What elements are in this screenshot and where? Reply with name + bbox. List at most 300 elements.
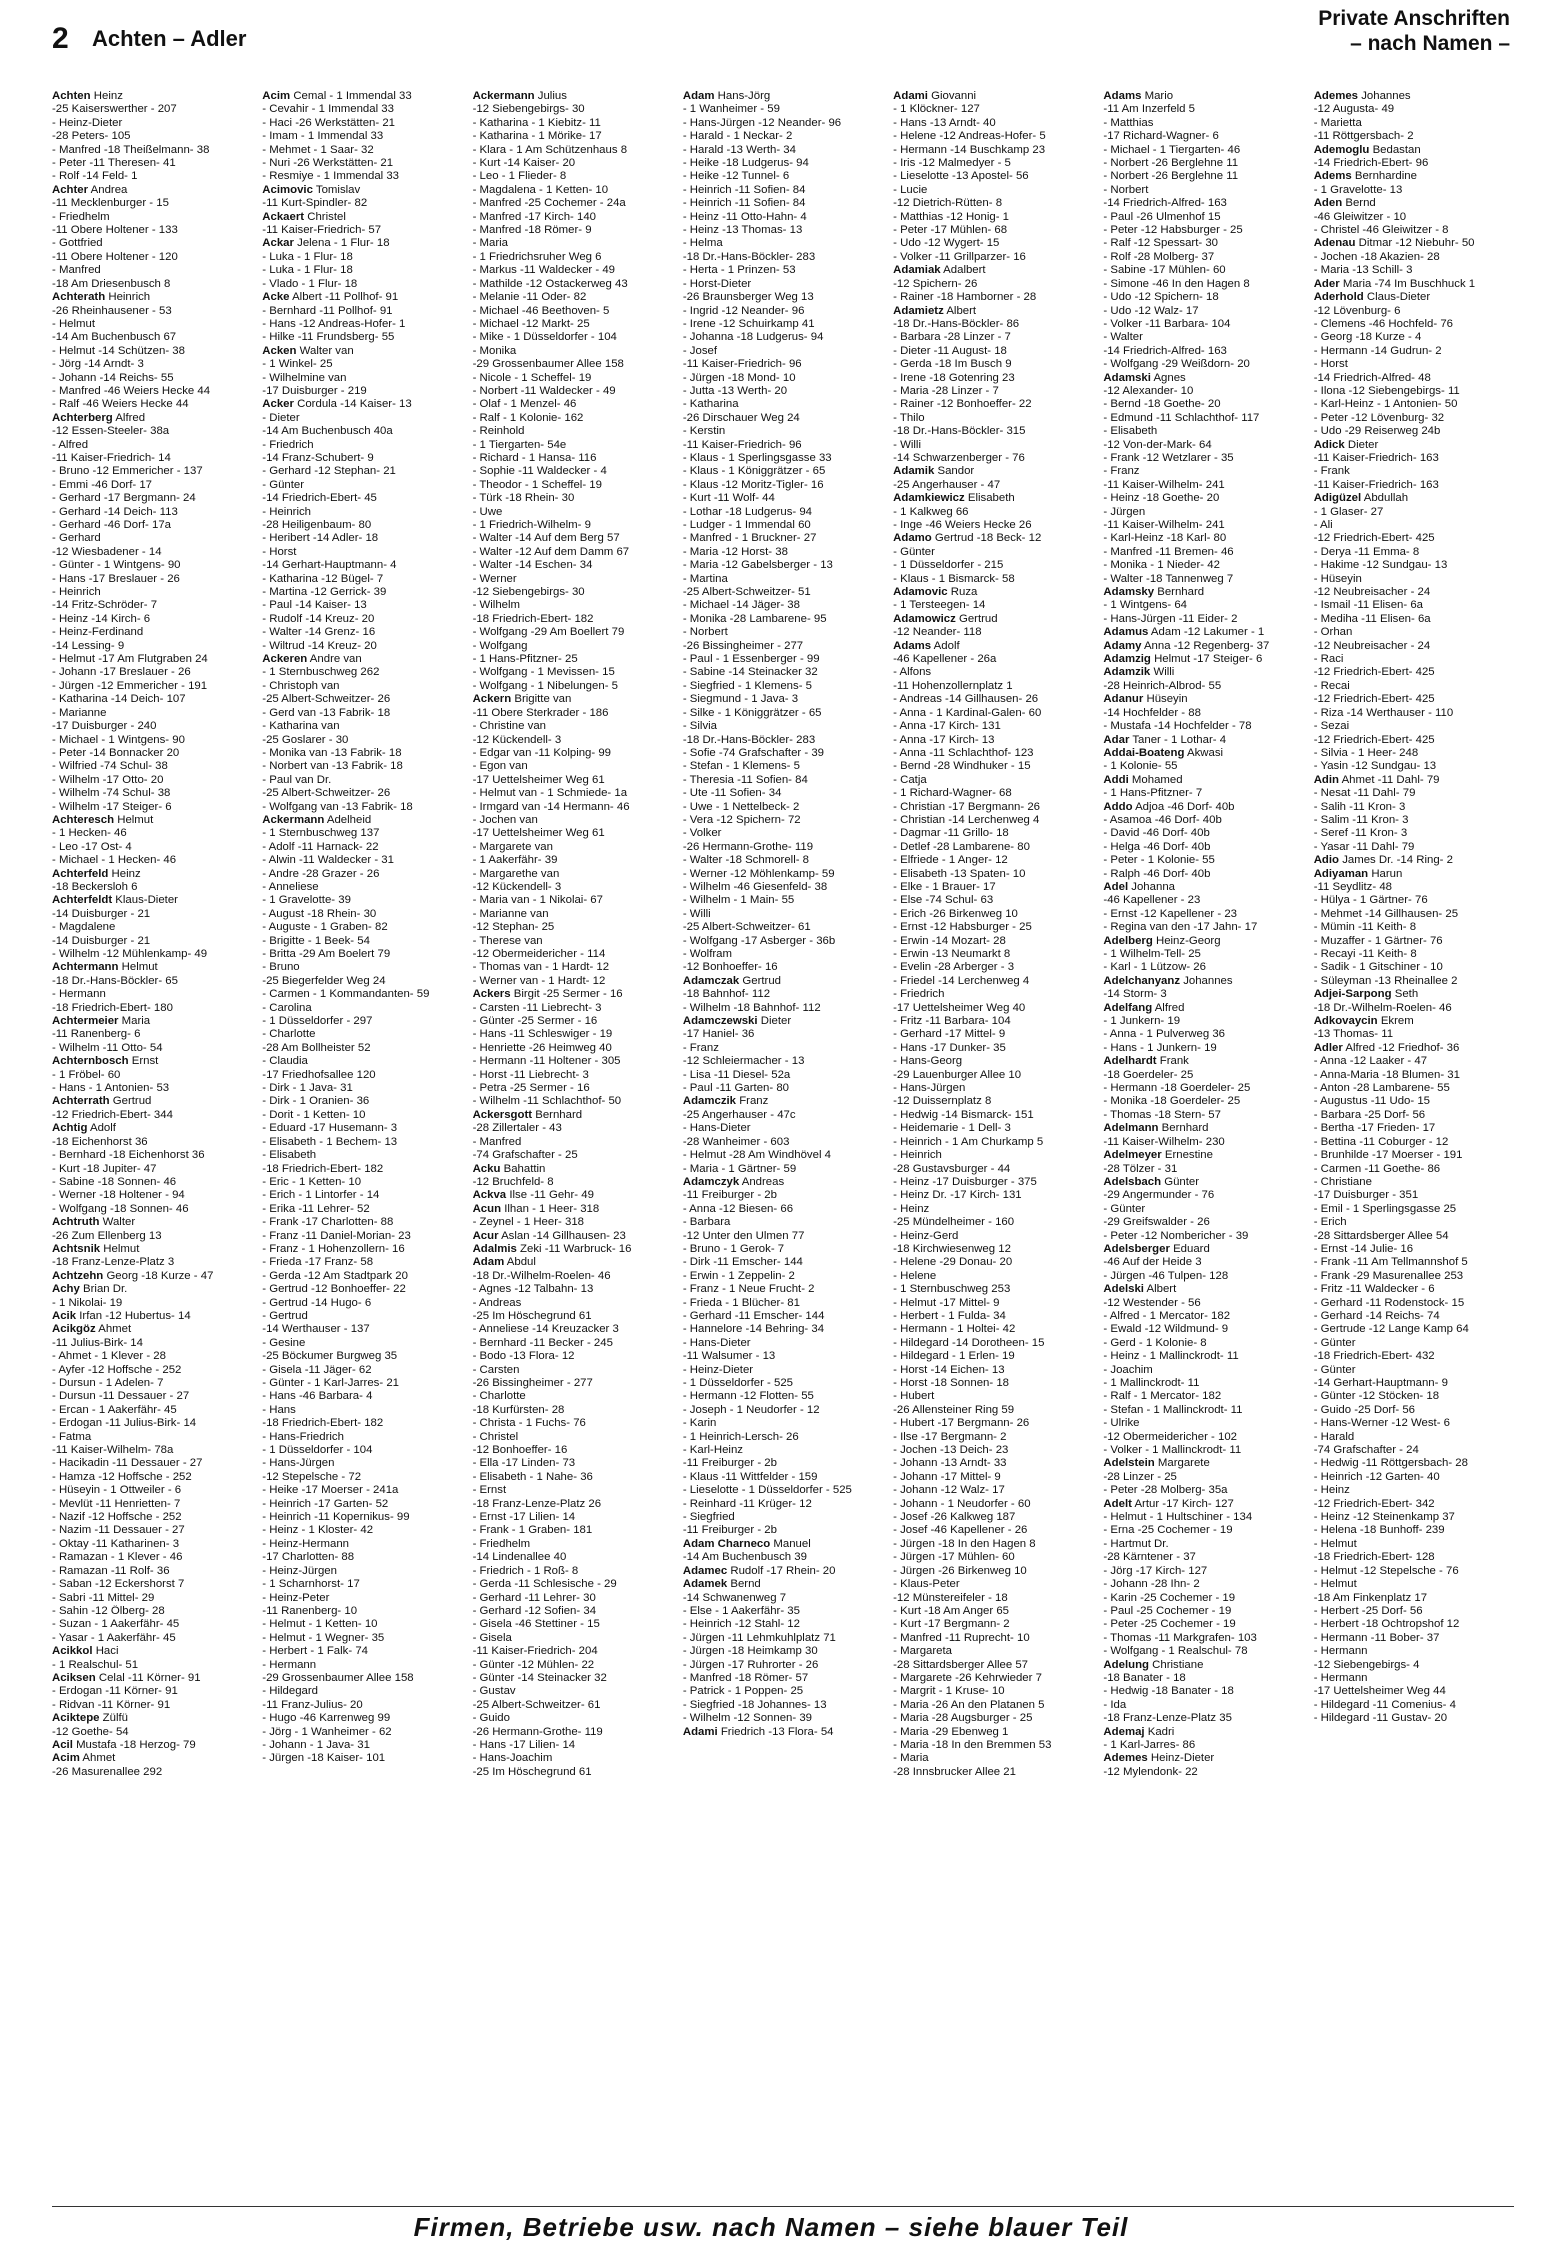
- entry-line: -18 Bahnhof- 112: [682, 988, 771, 1001]
- directory-entry: [893, 197, 1093, 210]
- entry-surname: Acil: [52, 1738, 73, 1751]
- entry-line: - Dirk - 1 Java- 31: [262, 1082, 353, 1095]
- entry-surname: Adelchanyanz: [1103, 974, 1181, 987]
- directory-entry: [52, 1766, 252, 1779]
- entry-line: -74 Grafschafter - 24: [1313, 1444, 1419, 1457]
- directory-entry: [893, 184, 1093, 197]
- directory-entry: [1103, 1511, 1303, 1524]
- entry-surname: Achternbosch: [52, 1055, 129, 1068]
- entry-line: - Frank -11 Am Tellmannshof 5: [1313, 1256, 1468, 1269]
- directory-entry: [1103, 117, 1303, 130]
- entry-line: - Hakime -12 Sundgau- 13: [1313, 559, 1448, 572]
- entry-line: - Jürgen -18 Kaiser- 101: [262, 1752, 386, 1765]
- entry-line: - Margarete van: [472, 840, 553, 853]
- directory-entry: [893, 1498, 1093, 1511]
- directory-entry: [1103, 170, 1303, 183]
- directory-entry: [893, 734, 1093, 747]
- entry-line: - Horst -18 Sonnen- 18: [893, 1377, 1010, 1389]
- directory-entry: [683, 412, 883, 425]
- directory-entry: [473, 465, 673, 478]
- entry-line: - Sophie -11 Waldecker - 4: [472, 465, 607, 478]
- directory-entry: [1103, 1176, 1303, 1189]
- directory-entry: [473, 1364, 673, 1377]
- entry-line: -14 Am Buchenbusch 40a: [262, 425, 393, 438]
- entry-line: - Bertha -17 Frieden- 17: [1313, 1122, 1436, 1135]
- entry-surname: Ackern: [472, 693, 512, 706]
- entry-surname: Ackers: [472, 988, 511, 1001]
- entry-line: - Imam - 1 Immendal 33: [262, 130, 384, 143]
- entry-line: - 1 Sternbuschweg 137: [262, 827, 380, 840]
- entry-line: - Maria -29 Ebenweg 1: [893, 1725, 1009, 1738]
- directory-entry: [1103, 1230, 1303, 1243]
- entry-line: -11 Obere Sterkrader - 186: [472, 706, 609, 719]
- entry-line: - Mediha -11 Elisen- 6a: [1313, 612, 1431, 625]
- entry-line: - Fatma: [52, 1430, 92, 1443]
- entry-line: - Siegmund - 1 Java- 3: [682, 693, 799, 706]
- directory-entry: [1314, 774, 1514, 787]
- directory-entry: [1103, 921, 1303, 934]
- directory-entry: [893, 90, 1093, 103]
- directory-entry: [262, 1082, 462, 1095]
- entry-line: - Josef: [682, 344, 718, 357]
- entry-line: - Gerda -18 Im Busch 9: [893, 358, 1012, 371]
- entry-line: -12 Stepelsche - 72: [262, 1470, 362, 1483]
- entry-surname: Achten: [52, 90, 91, 102]
- entry-line: - Helmut -17 Mittel- 9: [893, 1296, 1000, 1309]
- directory-entry: [52, 1042, 252, 1055]
- entry-surname: Aden: [1313, 197, 1343, 210]
- directory-entry: [683, 224, 883, 237]
- entry-line: - Günter -25 Sermer - 16: [472, 1015, 598, 1028]
- page-number: 2: [52, 22, 69, 55]
- entry-surname: Adami: [893, 90, 928, 102]
- entry-details: Julius: [537, 90, 567, 102]
- entry-line: - Gertrud -12 Bonhoeffer- 22: [262, 1283, 406, 1296]
- directory-entry: [683, 1095, 883, 1108]
- directory-entry: [473, 1323, 673, 1336]
- entry-line: - Jürgen -26 Birkenweg 10: [893, 1564, 1027, 1577]
- directory-entry: [262, 1364, 462, 1377]
- directory-entry: [52, 412, 252, 425]
- entry-line: - Lieselotte - 1 Düsseldorfer - 525: [682, 1484, 852, 1497]
- directory-entry: [683, 640, 883, 653]
- directory-entry: [1314, 787, 1514, 800]
- directory-entry: [893, 170, 1093, 183]
- directory-entry: [1103, 224, 1303, 237]
- entry-line: - Nazif -12 Hoffsche - 252: [52, 1511, 182, 1524]
- entry-surname: Achterfeldt: [52, 894, 113, 907]
- directory-entry: [262, 1323, 462, 1336]
- directory-entry: [473, 1136, 673, 1149]
- directory-entry: [683, 1015, 883, 1028]
- entry-line: - Ernst -14 Julie- 16: [1313, 1242, 1414, 1255]
- directory-entry: [52, 1471, 252, 1484]
- directory-entry: [683, 1042, 883, 1055]
- entry-line: - Luka - 1 Flur- 18: [262, 264, 353, 277]
- entry-line: - Martina: [682, 572, 728, 585]
- directory-entry: [52, 103, 252, 116]
- directory-column-6: [1103, 90, 1303, 2200]
- entry-line: -14 Duisburger - 21: [52, 934, 151, 947]
- directory-entry: [262, 439, 462, 452]
- directory-entry: [52, 1592, 252, 1605]
- entry-line: - Charlotte: [262, 1028, 316, 1041]
- directory-entry: [262, 211, 462, 224]
- entry-details: James Dr. -14 Ring- 2: [1342, 854, 1453, 867]
- entry-surname: Adamzik: [1103, 666, 1151, 679]
- directory-entry: [1314, 372, 1514, 385]
- directory-entry: [473, 130, 673, 143]
- directory-entry: [473, 211, 673, 224]
- directory-entry: [893, 130, 1093, 143]
- entry-line: - Friedel -14 Lerchenweg 4: [893, 974, 1030, 987]
- directory-entry: [262, 1752, 462, 1765]
- entry-line: - Horst: [1313, 358, 1348, 371]
- directory-entry: [893, 372, 1093, 385]
- entry-line: -12 Siebengebirgs- 30: [472, 586, 585, 599]
- entry-line: - Johann - 1 Java- 31: [262, 1738, 370, 1751]
- directory-entry: [1314, 264, 1514, 277]
- directory-entry: [262, 1109, 462, 1122]
- entry-line: - Hermann -14 Gudrun- 2: [1313, 344, 1442, 357]
- directory-entry: [52, 1752, 252, 1765]
- directory-entry: [473, 452, 673, 465]
- entry-line: - Hans-Werner -12 West- 6: [1313, 1417, 1451, 1430]
- entry-surname: Adamkiewicz: [893, 492, 965, 505]
- directory-entry: [1314, 1672, 1514, 1685]
- entry-line: - Ralf - 1 Kolonie- 162: [472, 411, 584, 424]
- entry-surname: Ackermann: [262, 813, 325, 826]
- directory-entry: [893, 854, 1093, 867]
- directory-entry: [52, 1310, 252, 1323]
- directory-entry: [893, 1766, 1093, 1779]
- entry-line: - Horst -11 Liebrecht- 3: [472, 1068, 589, 1081]
- entry-line: -28 Am Bollheister 52: [262, 1041, 371, 1054]
- entry-line: - Wilhelm -12 Sonnen- 39: [682, 1712, 812, 1725]
- entry-line: - Jürgen -17 Ruhrorter - 26: [682, 1658, 819, 1671]
- directory-entry: [262, 1471, 462, 1484]
- entry-line: -12 Obermeidericher - 114: [472, 948, 606, 960]
- entry-surname: Ackersgott: [472, 1108, 533, 1121]
- directory-entry: [1314, 841, 1514, 854]
- entry-line: -11 Kaiser-Wilhelm- 230: [1103, 1135, 1225, 1148]
- directory-entry: [262, 425, 462, 438]
- directory-entry: [262, 305, 462, 318]
- directory-entry: [683, 1645, 883, 1658]
- entry-line: - 1 Scharnhorst- 17: [262, 1578, 360, 1591]
- directory-entry: [262, 1149, 462, 1162]
- directory-entry: [262, 291, 462, 304]
- entry-line: - Katharina -12 Bügel- 7: [262, 572, 384, 585]
- entry-line: - Bernhard -18 Eichenhorst 36: [52, 1149, 205, 1162]
- entry-details: Kadri: [1147, 1725, 1175, 1738]
- entry-line: - Manfred -18 Römer- 57: [682, 1671, 809, 1684]
- directory-entry: [52, 264, 252, 277]
- entry-line: - Reinhard -11 Krüger- 12: [682, 1497, 812, 1510]
- directory-entry: [1314, 975, 1514, 988]
- entry-line: -17 Duisburger - 219: [262, 384, 367, 397]
- entry-line: - Helene -12 Andreas-Hofer- 5: [893, 130, 1046, 143]
- entry-details: Adam -12 Lakumer - 1: [1150, 626, 1265, 639]
- directory-entry: [52, 465, 252, 478]
- directory-entry: [1103, 854, 1303, 867]
- entry-line: -17 Duisburger - 351: [1313, 1189, 1419, 1202]
- directory-entry: [1314, 854, 1514, 867]
- entry-line: - Frank - 1 Graben- 181: [472, 1524, 593, 1537]
- entry-line: - Hugo -46 Karrenweg 99: [262, 1712, 391, 1725]
- entry-line: - Heinz - 1 Kloster- 42: [262, 1524, 374, 1537]
- entry-line: - Alfred - 1 Mercator- 182: [1103, 1309, 1231, 1322]
- directory-entry: [683, 868, 883, 881]
- entry-line: - Mehmet -14 Gillhausen- 25: [1313, 907, 1459, 920]
- entry-line: -26 Hermann-Grothe- 119: [682, 840, 814, 853]
- directory-entry: [473, 1618, 673, 1631]
- directory-entry: [893, 1015, 1093, 1028]
- entry-line: - Michael - 1 Tiergarten- 46: [1103, 143, 1241, 156]
- entry-surname: Ackva: [472, 1189, 507, 1202]
- directory-entry: [1103, 372, 1303, 385]
- entry-line: - Johanna -18 Ludgerus- 94: [682, 331, 824, 344]
- directory-entry: [1103, 1256, 1303, 1269]
- entry-details: Albert -11 Pollhof- 91: [292, 291, 399, 304]
- entry-surname: Ademaj: [1103, 1725, 1145, 1738]
- entry-line: - Herbert -18 Ochtropshof 12: [1313, 1618, 1460, 1631]
- entry-line: - Günter: [1313, 1336, 1356, 1349]
- directory-entry: [1103, 144, 1303, 157]
- entry-details: Manuel: [773, 1537, 811, 1550]
- entry-line: - Friedrich: [893, 988, 945, 1001]
- directory-entry: [1103, 1216, 1303, 1229]
- entry-details: Maria: [121, 1015, 151, 1028]
- directory-entry: [1314, 734, 1514, 747]
- entry-line: -12 Siebengebirgs- 4: [1313, 1658, 1420, 1671]
- entry-line: - Leo -17 Ost- 4: [52, 840, 132, 853]
- entry-line: - Manfred -11 Ruprecht- 10: [893, 1631, 1030, 1644]
- entry-line: - Saban -12 Eckershorst 7: [52, 1578, 185, 1591]
- directory-entry: [893, 774, 1093, 787]
- entry-line: - Recai: [1313, 679, 1350, 692]
- directory-entry: [1314, 666, 1514, 679]
- entry-line: - Joachim: [1103, 1363, 1153, 1376]
- directory-entry: [1103, 519, 1303, 532]
- entry-line: - Peter -12 Lövenburg- 32: [1313, 411, 1445, 424]
- directory-entry: [262, 1444, 462, 1457]
- entry-line: - Klaus - 1 Sperlingsgasse 33: [682, 451, 832, 464]
- entry-line: - Elisabeth -13 Spaten- 10: [893, 867, 1026, 880]
- directory-entry: [1103, 197, 1303, 210]
- entry-line: - Johann -14 Reichs- 55: [52, 371, 174, 384]
- entry-details: Jelena - 1 Flur- 18: [297, 237, 390, 250]
- directory-entry: [473, 264, 673, 277]
- directory-entry: [683, 170, 883, 183]
- directory-entry: [1314, 251, 1514, 264]
- entry-line: - Günter -12 Stöcken- 18: [1313, 1390, 1440, 1403]
- entry-line: - Nicole - 1 Scheffel- 19: [472, 371, 592, 384]
- entry-line: -17 Duisburger - 240: [52, 720, 157, 733]
- entry-line: -29 Grossenbaumer Allee 158: [472, 358, 624, 371]
- entry-line: -12 Obermeidericher - 102: [1103, 1430, 1238, 1443]
- entry-line: -11 Obere Holtener - 133: [52, 224, 178, 237]
- entry-line: - Erdogan -11 Körner- 91: [52, 1685, 178, 1698]
- entry-surname: Adelstein: [1103, 1457, 1155, 1470]
- entry-line: - Barbara: [682, 1216, 731, 1229]
- directory-entry: [473, 801, 673, 814]
- entry-line: - Christian -14 Lerchenweg 4: [893, 813, 1040, 826]
- directory-entry: [683, 988, 883, 1001]
- directory-entry: [52, 693, 252, 706]
- entry-line: - Hermann - 1 Holtei- 42: [893, 1323, 1016, 1336]
- directory-entry: [262, 144, 462, 157]
- entry-line: -12 Neubreisacher - 24: [1313, 639, 1431, 652]
- entry-surname: Achtsnik: [52, 1242, 101, 1255]
- entry-details: Maria -74 Im Buschhuck 1: [1342, 277, 1476, 290]
- directory-entry: [473, 1659, 673, 1672]
- entry-details: Johannes: [1183, 974, 1233, 987]
- entry-line: - 1 Düsseldorfer - 297: [262, 1015, 373, 1028]
- directory-entry: [1103, 640, 1303, 653]
- directory-entry: [262, 1122, 462, 1135]
- entry-line: - Hermann: [1313, 1645, 1368, 1658]
- directory-entry: [473, 894, 673, 907]
- entry-line: -11 Kaiser-Wilhelm- 241: [1103, 519, 1225, 531]
- directory-entry: [473, 1444, 673, 1457]
- directory-entry: [52, 291, 252, 304]
- entry-line: - Maria van - 1 Nikolai- 67: [472, 894, 603, 907]
- entry-line: - Harald: [1313, 1430, 1355, 1443]
- directory-entry: [262, 1002, 462, 1015]
- directory-entry: [1103, 264, 1303, 277]
- directory-entry: [683, 1726, 883, 1739]
- entry-line: - Erich -26 Birkenweg 10: [893, 907, 1018, 920]
- directory-entry: [473, 640, 673, 653]
- entry-line: -14 Schwanenweg 7: [682, 1591, 787, 1604]
- directory-entry: [52, 1163, 252, 1176]
- entry-line: - Johann -13 Arndt- 33: [893, 1457, 1007, 1470]
- entry-line: - Hildegard - 1 Erlen- 19: [893, 1350, 1015, 1363]
- entry-surname: Adamowicz: [893, 612, 956, 625]
- entry-line: - Suzan - 1 Aakerfähr- 45: [52, 1618, 180, 1631]
- entry-line: - Manfred -17 Kirch- 140: [472, 210, 597, 223]
- entry-line: - Sofie -74 Grafschafter - 39: [682, 746, 825, 759]
- entry-line: - Helmut van - 1 Schmiede- 1a: [472, 787, 628, 800]
- directory-entry: [473, 760, 673, 773]
- directory-entry: [1103, 801, 1303, 814]
- entry-details: Günter: [1164, 1175, 1200, 1188]
- directory-entry: [473, 1524, 673, 1537]
- entry-line: - Frank -17 Charlotten- 88: [262, 1216, 394, 1229]
- directory-entry: [52, 1069, 252, 1082]
- entry-details: Rudolf -17 Rhein- 20: [730, 1564, 836, 1577]
- directory-entry: [473, 1471, 673, 1484]
- entry-line: -26 Rheinhausener - 53: [52, 304, 172, 317]
- entry-line: -11 Kurt-Spindler- 82: [262, 197, 368, 210]
- entry-line: - Maria: [893, 1752, 929, 1765]
- entry-line: - Hermann -11 Holtener - 305: [472, 1055, 621, 1068]
- directory-entry: [473, 707, 673, 720]
- directory-entry: [1103, 1122, 1303, 1135]
- entry-line: - 1 Sternbuschweg 253: [893, 1283, 1011, 1296]
- directory-entry: [683, 1283, 883, 1296]
- directory-entry: [473, 1672, 673, 1685]
- entry-line: - Hermann -18 Goerdeler- 25: [1103, 1082, 1251, 1095]
- directory-entry: [1314, 90, 1514, 103]
- directory-entry: [683, 1109, 883, 1122]
- directory-entry: [893, 1484, 1093, 1497]
- directory-entry: [262, 1645, 462, 1658]
- directory-entry: [683, 1618, 883, 1631]
- entry-line: - Frieda - 1 Blücher- 81: [682, 1296, 800, 1309]
- directory-entry: [1314, 291, 1514, 304]
- directory-entry: [893, 1377, 1093, 1390]
- entry-line: - Dieter -11 August- 18: [893, 344, 1007, 357]
- directory-entry: [473, 680, 673, 693]
- directory-entry: [473, 1417, 673, 1430]
- directory-entry: [1314, 1659, 1514, 1672]
- directory-entry: [473, 1082, 673, 1095]
- directory-entry: [473, 439, 673, 452]
- directory-entry: [1103, 680, 1303, 693]
- directory-entry: [1314, 908, 1514, 921]
- directory-entry: [683, 1404, 883, 1417]
- directory-entry: [52, 1645, 252, 1658]
- directory-entry: [1314, 439, 1514, 452]
- directory-entry: [683, 425, 883, 438]
- entry-line: -11 Ranenberg- 6: [52, 1028, 141, 1041]
- entry-line: - Jochen -18 Akazien- 28: [1313, 250, 1440, 263]
- directory-entry: [1314, 331, 1514, 344]
- entry-line: - Ayfer -12 Hoffsche - 252: [52, 1363, 182, 1376]
- directory-entry: [52, 1189, 252, 1202]
- directory-entry: [1103, 1444, 1303, 1457]
- directory-entry: [473, 613, 673, 626]
- entry-line: - Walter -18 Schmorell- 8: [682, 854, 810, 867]
- directory-entry: [683, 1310, 883, 1323]
- entry-line: - Magdalene: [52, 921, 116, 934]
- directory-entry: [1103, 1565, 1303, 1578]
- directory-entry: [683, 492, 883, 505]
- entry-line: -25 Albert-Schweitzer- 26: [262, 693, 391, 706]
- directory-entry: [893, 841, 1093, 854]
- directory-entry: [683, 372, 883, 385]
- directory-entry: [52, 1726, 252, 1739]
- entry-line: - Helga -46 Dorf- 40b: [1103, 840, 1211, 853]
- directory-entry: [262, 1632, 462, 1645]
- entry-line: - Mümin -11 Keith- 8: [1313, 921, 1417, 934]
- directory-entry: [683, 626, 883, 639]
- entry-line: - Wilfried -74 Schul- 38: [52, 760, 168, 773]
- entry-line: - Gerhard -46 Dorf- 17a: [52, 519, 172, 531]
- directory-entry: [893, 398, 1093, 411]
- entry-line: - Monika: [472, 344, 517, 357]
- entry-line: - Salim -11 Kron- 3: [1313, 813, 1409, 826]
- entry-line: - Magdalena - 1 Ketten- 10: [472, 183, 609, 196]
- entry-line: -28 Heinrich-Albrod- 55: [1103, 679, 1222, 692]
- entry-surname: Adam Charneco: [682, 1537, 771, 1550]
- entry-line: - 1 Friedrich-Wilhelm- 9: [472, 519, 591, 531]
- entry-line: - Raci: [1313, 653, 1344, 666]
- directory-entry: [262, 1565, 462, 1578]
- directory-entry: [473, 1752, 673, 1765]
- directory-entry: [262, 1484, 462, 1497]
- entry-line: - Heinz -11 Otto-Hahn- 4: [682, 210, 807, 223]
- entry-line: -25 Angerhauser - 47c: [682, 1108, 796, 1121]
- entry-line: - Jutta -13 Werth- 20: [682, 384, 788, 397]
- directory-entry: [683, 1176, 883, 1189]
- entry-line: - Edgar van -11 Kolping- 99: [472, 746, 612, 759]
- entry-line: -14 Friedrich-Ebert- 96: [1313, 157, 1429, 170]
- entry-line: - Frank -29 Masurenallee 253: [1313, 1269, 1464, 1282]
- entry-line: -12 Unter den Ulmen 77: [682, 1229, 805, 1242]
